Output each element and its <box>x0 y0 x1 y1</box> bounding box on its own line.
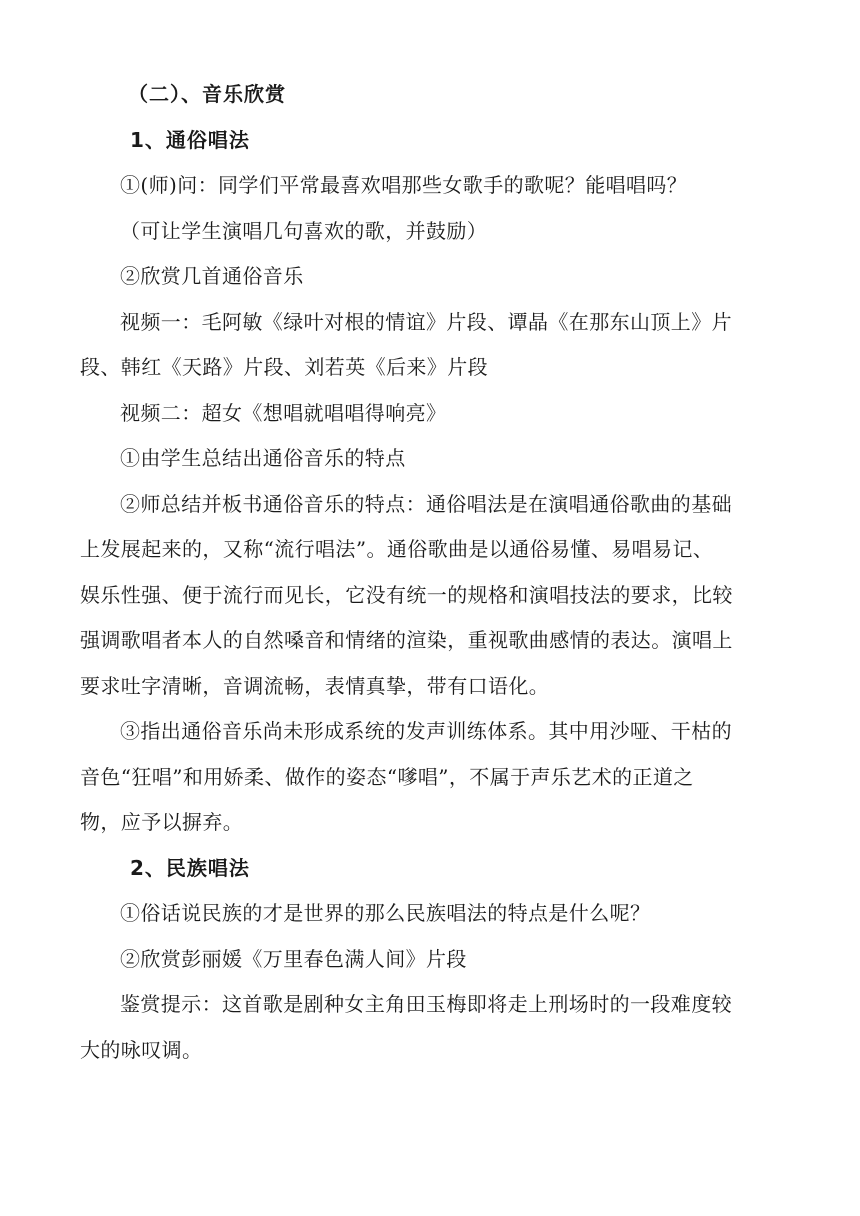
subsection-heading-folk-singing: 2、民族唱法 <box>130 855 250 880</box>
paragraph-line: 物，应予以摒弃。 <box>80 810 244 834</box>
paragraph-line: ②欣赏彭丽媛《万里春色满人间》片段 <box>120 946 467 971</box>
paragraph-line: ②欣赏几首通俗音乐 <box>120 264 304 288</box>
paragraph-line: ①俗话说民族的才是世界的那么民族唱法的特点是什么呢？ <box>120 901 651 925</box>
paragraph-line: 鉴赏提示：这首歌是剧种女主角田玉梅即将走上刑场时的一段难度较 <box>120 992 732 1016</box>
subsection-heading-pop-singing: 1、通俗唱法 <box>130 127 250 152</box>
paragraph-line: ①(师)问：同学们平常最喜欢唱那些女歌手的歌呢？能唱唱吗？ <box>120 173 688 197</box>
document-page <box>80 72 780 1073</box>
paragraph-line: 上发展起来的，又称“流行唱法”。通俗歌曲是以通俗易懂、易唱易记、 <box>80 537 714 561</box>
paragraph-line: 视频二：超女《想唱就唱唱得响亮》 <box>120 400 447 425</box>
paragraph-line: 段、韩红《天路》片段、刘若英《后来》片段 <box>80 355 488 379</box>
paragraph-line: ②师总结并板书通俗音乐的特点：通俗唱法是在演唱通俗歌曲的基础 <box>120 491 732 516</box>
paragraph-line: 音色“狂唱”和用娇柔、做作的姿态“嗲唱”，不属于声乐艺术的正道之 <box>80 764 694 789</box>
paragraph-line: ③指出通俗音乐尚未形成系统的发声训练体系。其中用沙哑、干枯的 <box>120 719 732 743</box>
paragraph-line: 视频一：毛阿敏《绿叶对根的情谊》片段、谭晶《在那东山顶上》片 <box>120 309 732 334</box>
paragraph-line: 强调歌唱者本人的自然嗓音和情绪的渲染，重视歌曲感情的表达。演唱上 <box>80 628 733 652</box>
paragraph-line: 要求吐字清晰，音调流畅，表情真挚，带有口语化。 <box>80 673 550 698</box>
paragraph-line: （可让学生演唱几句喜欢的歌，并鼓励） <box>120 218 488 243</box>
paragraph-line: ①由学生总结出通俗音乐的特点 <box>120 446 406 470</box>
paragraph-line: 娱乐性强、便于流行而见长，它没有统一的规格和演唱技法的要求，比较 <box>80 582 733 607</box>
section-heading-music-appreciation: （二）、音乐欣赏 <box>128 82 286 106</box>
paragraph-line: 大的咏叹调。 <box>80 1037 203 1062</box>
